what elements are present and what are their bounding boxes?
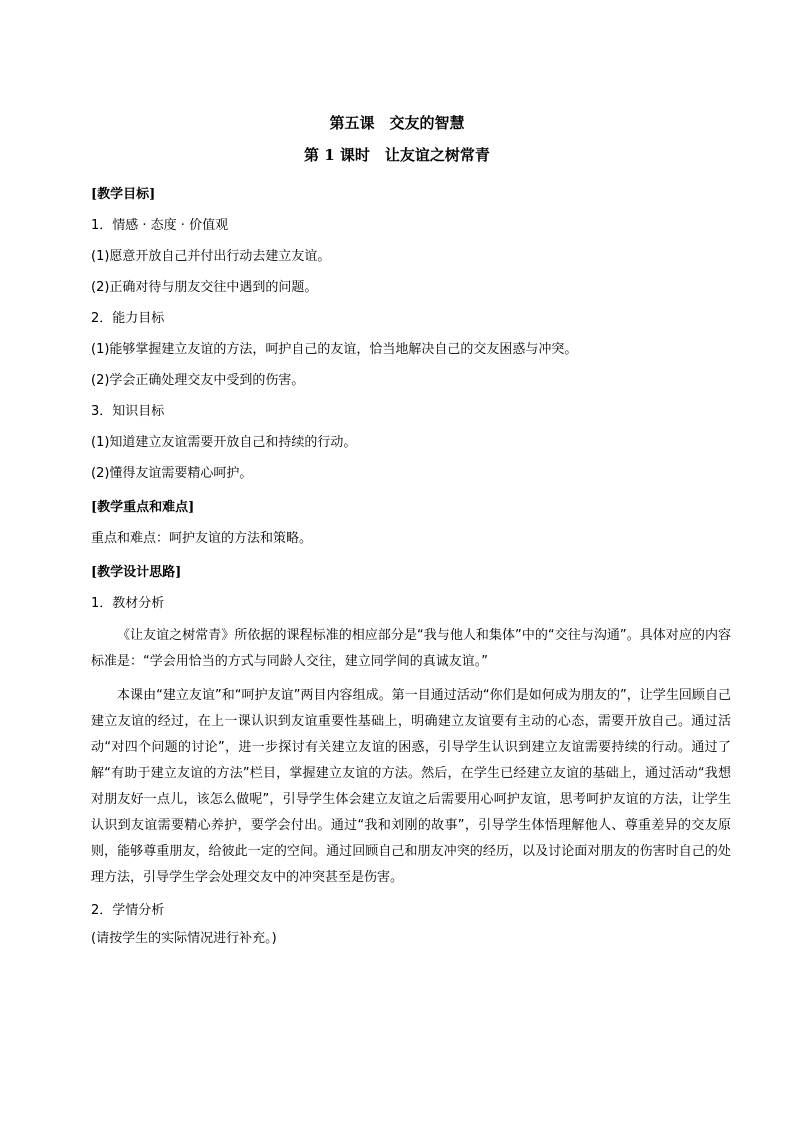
document-body [91,184,731,952]
lesson-structure-paragraph: 本课由“建立友谊”和“呵护友谊”两目内容组成。第一目通过活动“你们是如何成为朋友的”，让学生回顾自己建立友谊的经过，在上一课认识到友谊重要性基础上，明确建立友谊要有主动的心态，需要开放自己。通过活动“对四个问题的讨论”，进一步探讨有关建立友谊的困惑，引导学生认识到建立友谊需要持续的行动。通过了解“有助于建立友谊的方法”栏目，掌握建立友谊的方法。然后，在学生已经建立友谊的基础上，通过活动“我想对朋友好一点儿，该怎么做呢”，引导学生体会建立友谊之后需要用心呵护友谊，思考呵护友谊的方法，让学生认识到友谊需要精心养护，要学会付出。通过“我和刘刚的故事”，引导学生体悟理解他人、尊重差异的交友原则，能够尊重朋友，给彼此一定的空间。通过回顾自己和朋友冲突的经历，以及讨论面对朋友的伤害时自己的处理方法，引导学生学会处理交友中的冲突甚至是伤害。 [91,688,731,885]
objective-item: (1)知道建立友谊需要开放自己和持续的行动。 [91,435,357,450]
lesson-title: 第五课 交友的智慧 [329,114,465,132]
objective-item: 3．知识目标 [91,404,165,419]
key-points-text: 重点和难点：呵护友谊的方法和策略。 [91,531,313,546]
objective-item: (1)愿意开放自己并付出行动去建立友谊。 [91,249,331,264]
objective-item: (1)能够掌握建立友谊的方法，呵护自己的友谊，恰当地解决自己的交友困惑与冲突。 [91,342,578,357]
objective-item: 2．能力目标 [91,311,165,326]
design-subheading-textbook: 1．教材分析 [91,596,165,611]
textbook-analysis-paragraph: 《让友谊之树常青》所依据的课程标准的相应部分是“我与他人和集体”中的“交往与沟通”。具体对应的内容标准是：“学会用恰当的方式与同龄人交往，建立同学间的真诚友谊。” [91,628,731,669]
objective-item: (2)懂得友谊需要精心呵护。 [91,466,253,481]
objectives-heading: [教学目标] [91,187,156,202]
student-analysis-note: (请按学生的实际情况进行补充。) [91,931,277,946]
design-subheading-students: 2．学情分析 [91,903,165,918]
period-title: 第 1 课时 让友谊之树常青 [304,146,490,164]
key-points-heading: [教学重点和难点] [91,500,195,515]
objective-item: 1．情感 · 态度 · 价值观 [91,218,229,233]
design-heading: [教学设计思路] [91,565,182,580]
objective-item: (2)正确对待与朋友交往中遇到的问题。 [91,280,318,295]
objective-item: (2)学会正确处理交友中受到的伤害。 [91,373,305,388]
